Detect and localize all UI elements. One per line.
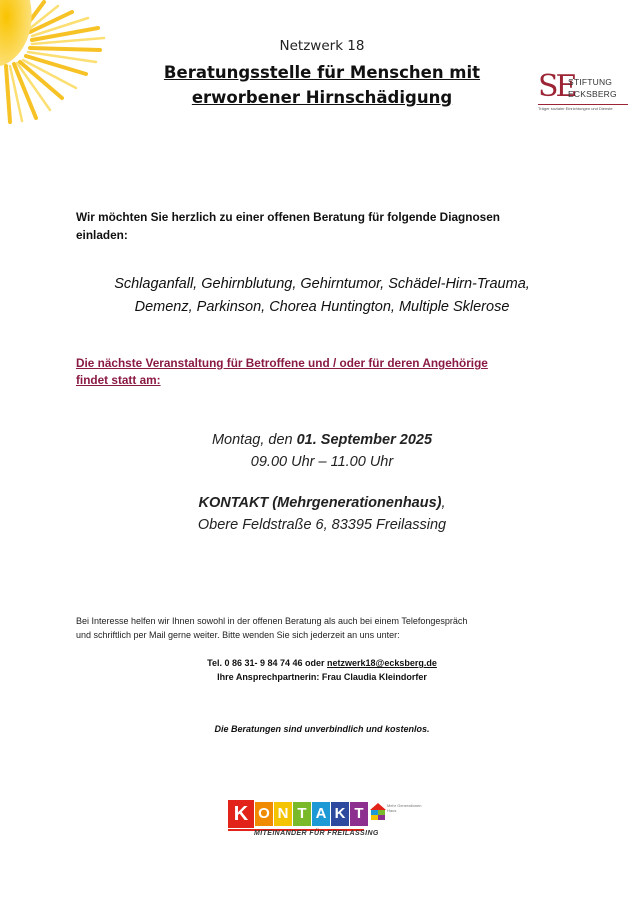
- event-address: Obere Feldstraße 6, 83395 Freilassing: [197, 517, 447, 533]
- email-link[interactable]: netzwerk18@ecksberg.de: [327, 658, 437, 668]
- kontakt-letter-7: T: [350, 802, 368, 826]
- contact-details: [0, 656, 644, 684]
- kontakt-letter-1: K: [228, 800, 254, 828]
- event-notice: [76, 355, 576, 389]
- ecksberg-word: ECKSBERG: [568, 89, 617, 99]
- mgh-logo: [370, 803, 430, 829]
- event-date-prefix: Montag, den: [211, 432, 297, 448]
- free-of-charge-note: Die Beratungen sind unverbindlich und kostenlos.: [214, 724, 430, 734]
- house-icon: [370, 803, 386, 821]
- title-line-2: erworbener Hirnschädigung: [191, 88, 453, 107]
- logo-divider: [538, 104, 628, 105]
- event-venue: KONTAKT (Mehrgenerationenhaus): [198, 495, 442, 511]
- notice-line-2: findet statt am:: [76, 373, 161, 387]
- event-time: 09.00 Uhr – 11.00 Uhr: [250, 454, 394, 470]
- notice-line-1: Die nächste Veranstaltung für Betroffene und / oder für deren Angehörige: [76, 356, 488, 370]
- stiftung-word: STIFTUNG: [568, 77, 613, 87]
- contact-person: Ihre Ansprechpartnerin: Frau Claudia Kleindorfer: [217, 672, 427, 682]
- stiftung-ecksberg-logo: [538, 69, 630, 120]
- contact-line-2: und schriftlich per Mail gerne weiter. Bitte wenden Sie sich jederzeit an uns unter:: [76, 630, 400, 640]
- diagnoses-line-2: Demenz, Parkinson, Chorea Huntington, Multiple Sklerose: [134, 299, 510, 315]
- contact-info-text: [76, 614, 576, 642]
- event-location: [0, 492, 644, 536]
- venue-comma: ,: [441, 495, 446, 511]
- header-subtitle: Netzwerk 18: [279, 38, 365, 54]
- kontakt-letter-6: K: [331, 802, 349, 826]
- intro-text: [76, 208, 576, 244]
- mgh-label: Mehr Generationen Haus: [387, 803, 422, 813]
- diagnoses-list: [0, 273, 644, 319]
- kontakt-letter-4: T: [293, 802, 311, 826]
- stiftung-mark: SE: [538, 69, 575, 104]
- intro-line-1: Wir möchten Sie herzlich zu einer offenen Beratung für folgende Diagnosen: [76, 210, 500, 224]
- event-datetime: [0, 429, 644, 473]
- stiftung-tagline: Träger sozialer Einrichtungen und Dienste: [538, 106, 613, 111]
- kontakt-slogan: MITEINANDER FÜR FREILASSING: [254, 830, 379, 837]
- title-line-1: Beratungsstelle für Menschen mit: [163, 63, 481, 82]
- kontakt-letter-3: N: [274, 802, 292, 826]
- kontakt-letter-5: A: [312, 802, 330, 826]
- phone-number: Tel. 0 86 31- 9 84 74 46 oder: [207, 658, 328, 668]
- kontakt-logo: [228, 800, 379, 846]
- diagnoses-line-1: Schlaganfall, Gehirnblutung, Gehirntumor, Schädel-Hirn-Trauma,: [114, 276, 530, 292]
- intro-line-2: einladen:: [76, 228, 128, 242]
- contact-line-1: Bei Interesse helfen wir Ihnen sowohl in der offenen Beratung als auch bei einem Telefongespräch: [76, 616, 468, 626]
- kontakt-letter-2: O: [255, 802, 273, 826]
- event-date: 01. September 2025: [296, 432, 433, 448]
